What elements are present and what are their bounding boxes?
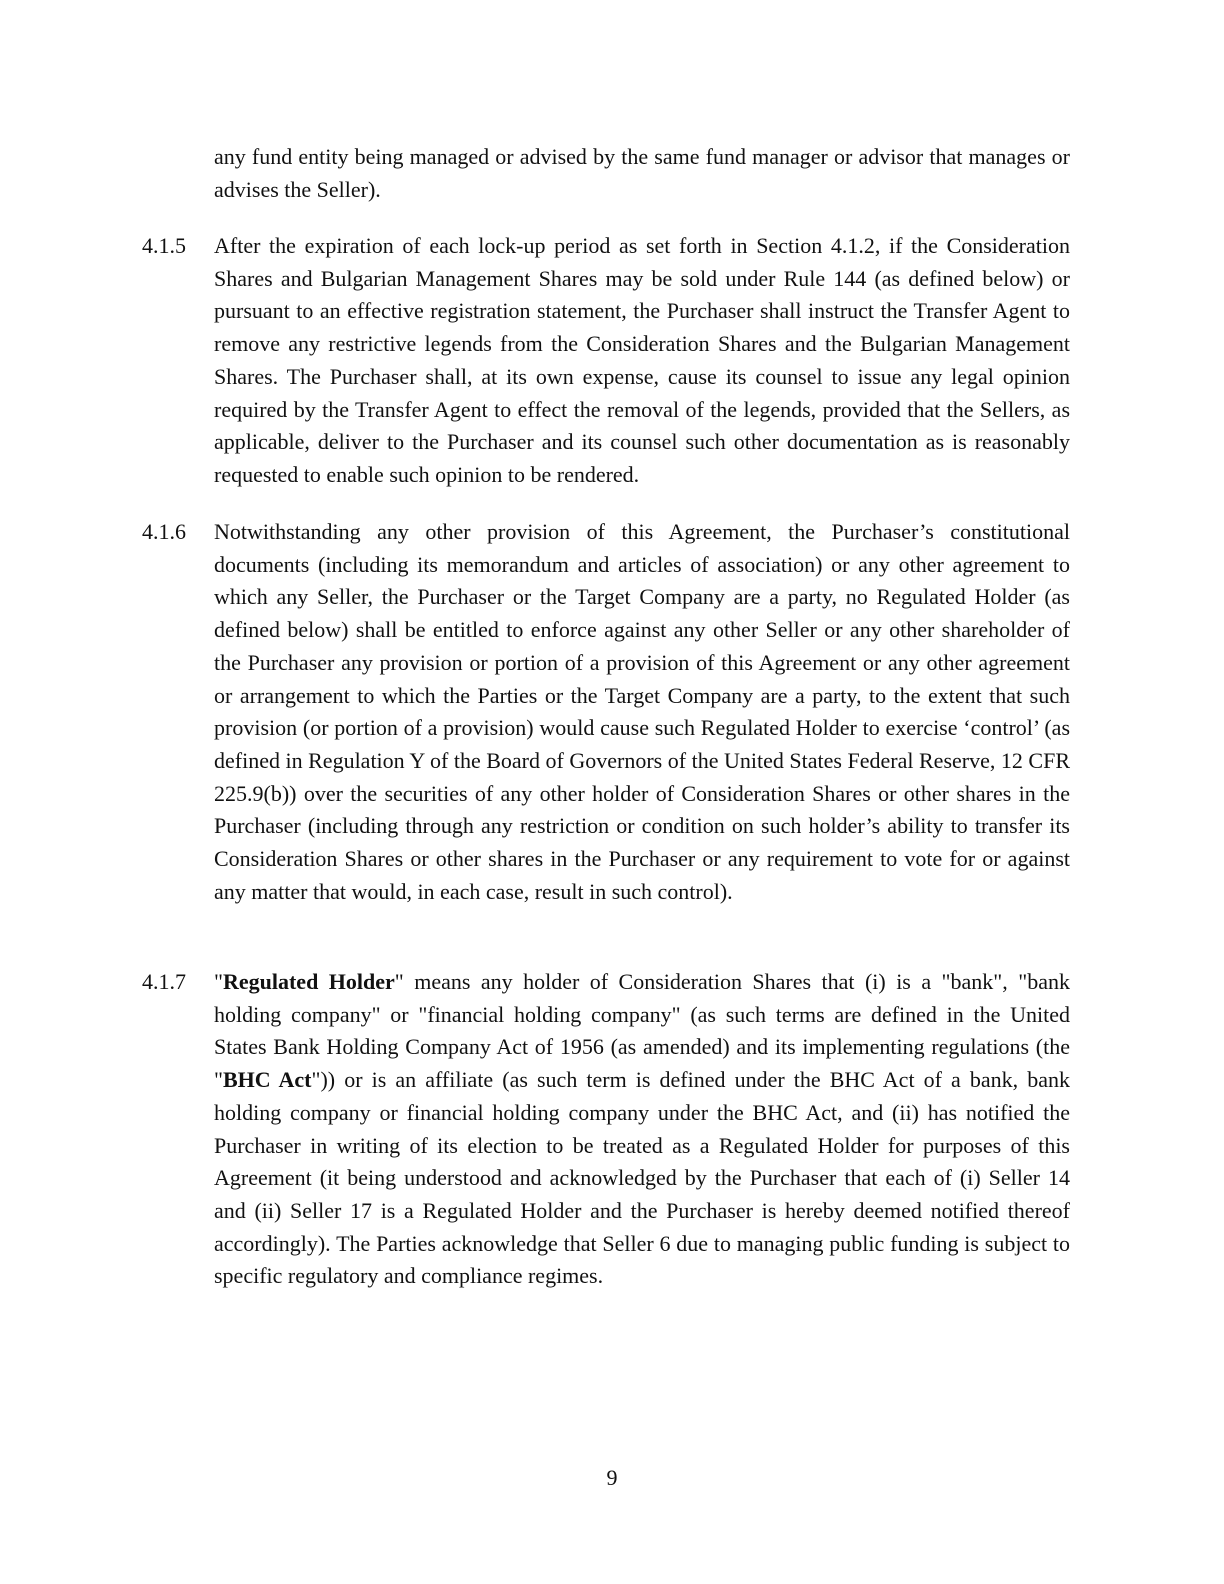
defined-term-bhc-act: BHC Act: [222, 1067, 312, 1093]
section-number-4-1-5: 4.1.5: [142, 233, 186, 258]
section-number-4-1-7: 4.1.7: [142, 969, 186, 994]
section-text-4-1-5: After the expiration of each lock-up period as set forth in Section 4.1.2, if the Consideration Shares and Bulgarian Management Shares may be sold under Rule 144 (as defined below) or pursuant to an effective registration statement, the Purchaser shall instruct the Transfer Agent to remove any restrictive legends from the Consideration Shares and the Bulgarian Management Shares. The Purchaser shall, at its own expense, cause its counsel to issue any legal opinion required by the Transfer Agent to effect the removal of the legends, provided that the Sellers, as applicable, deliver to the Purchaser and its counsel such other documentation as is reasonably requested to enable such opinion to be rendered.: [214, 233, 1070, 487]
definition-text-part-1: " means any holder of Consideration Shares that (i) is a "bank", "bank holding company" or "financial holding company" (as such terms are defined in the United States Bank Holding Company Act of 1956 (as amended) and its implementing regulations (the ": [214, 969, 1070, 1093]
page-number: 9: [606, 1465, 618, 1490]
section-text-4-1-7: [214, 966, 1070, 1293]
section-text-4-1-6: Notwithstanding any other provision of this Agreement, the Purchaser’s constitutional documents (including its memorandum and articles of association) or any other agreement to which any Seller, the Purchaser or the Target Company are a party, no Regulated Holder (as defined below) shall be entitled to enforce against any other Seller or any other shareholder of the Purchaser any provision or portion of a provision of this Agreement or any other agreement or arrangement to which the Parties or the Target Company are a party, to the extent that such provision (or portion of a provision) would cause such Regulated Holder to exercise ‘control’ (as defined in Regulation Y of the Board of Governors of the United States Federal Reserve, 12 CFR 225.9(b)) over the securities of any other holder of Consideration Shares or other shares in the Purchaser (including through any restriction or condition on such holder’s ability to transfer its Consideration Shares or other shares in the Purchaser or any requirement to vote for or against any matter that would, in each case, result in such control).: [214, 519, 1070, 904]
section-number-4-1-6: 4.1.6: [142, 519, 186, 544]
definition-text-part-2: ")) or is an affiliate (as such term is defined under the BHC Act of a bank, bank holding company or financial holding company under the BHC Act, and (ii) has notified the Purchaser in writing of its election to be treated as a Regulated Holder for purposes of this Agreement (it being understood and acknowledged by the Purchaser that each of (i) Seller 14 and (ii) Seller 17 is a Regulated Holder and the Purchaser is hereby deemed notified thereof accordingly). The Parties acknowledge that Seller 6 due to managing public funding is subject to specific regulatory and compliance regimes.: [214, 1067, 1070, 1289]
continuation-paragraph: any fund entity being managed or advised by the same fund manager or advisor that manages or advises the Seller).: [214, 144, 1070, 202]
quote-mark: ": [214, 969, 223, 994]
defined-term-regulated-holder: Regulated Holder: [222, 969, 395, 994]
